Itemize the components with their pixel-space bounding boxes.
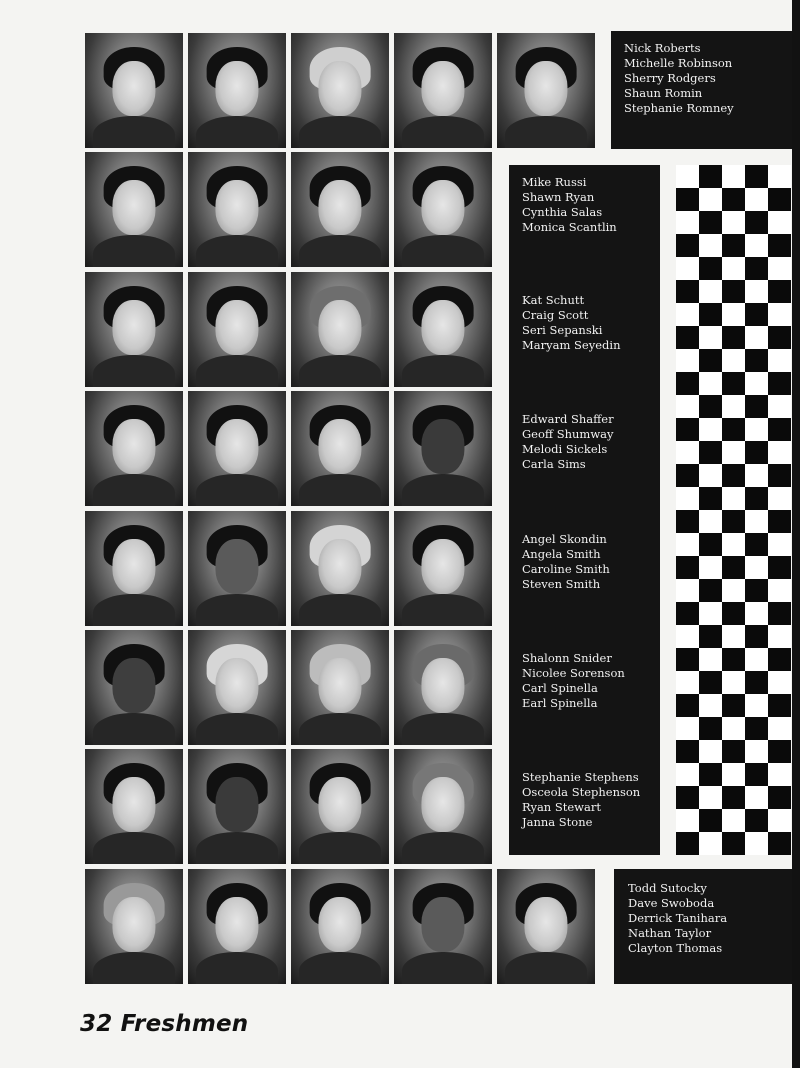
portrait-photo	[497, 869, 595, 984]
student-name: Melodi Sickels	[522, 442, 608, 456]
student-name: Mike Russi	[522, 175, 587, 189]
student-name: Earl Spinella	[522, 696, 598, 710]
portrait-photo	[188, 391, 286, 506]
portrait-photo	[394, 511, 492, 626]
student-name: Ryan Stewart	[522, 800, 601, 814]
student-name: Dave Swoboda	[628, 896, 715, 910]
portrait-photo	[394, 749, 492, 864]
name-caption-box	[611, 31, 792, 149]
portrait-photo	[291, 869, 389, 984]
name-caption-box	[614, 869, 792, 984]
student-name: Stephanie Romney	[624, 101, 734, 115]
portrait-photo	[188, 152, 286, 267]
student-name: Edward Shaffer	[522, 412, 614, 426]
student-name: Carla Sims	[522, 457, 586, 471]
student-name: Monica Scantlin	[522, 220, 617, 234]
student-name: Cynthia Salas	[522, 205, 603, 219]
student-name: Craig Scott	[522, 308, 589, 322]
student-name: Stephanie Stephens	[522, 770, 639, 784]
section-title: Freshmen	[120, 1011, 249, 1037]
portrait-photo	[85, 33, 183, 148]
student-name: Sherry Rodgers	[624, 71, 716, 85]
portrait-photo	[291, 152, 389, 267]
portrait-photo	[85, 869, 183, 984]
student-name: Michelle Robinson	[624, 56, 733, 70]
portrait-photo	[497, 33, 595, 148]
portrait-photo	[291, 749, 389, 864]
student-name: Todd Sutocky	[628, 881, 707, 895]
student-name: Nathan Taylor	[628, 926, 712, 940]
portrait-photo	[394, 869, 492, 984]
portrait-photo	[85, 391, 183, 506]
page-edge-strip	[792, 0, 800, 1068]
portrait-photo	[291, 630, 389, 745]
portrait-photo	[394, 33, 492, 148]
page-number: 32	[80, 1011, 113, 1037]
portrait-photo	[291, 511, 389, 626]
student-name: Carl Spinella	[522, 681, 598, 695]
student-name: Shawn Ryan	[522, 190, 595, 204]
portrait-photo	[85, 152, 183, 267]
portrait-photo	[85, 749, 183, 864]
student-name: Shaun Romin	[624, 86, 703, 100]
portrait-photo	[188, 272, 286, 387]
student-name: Nick Roberts	[624, 41, 701, 55]
student-name: Steven Smith	[522, 577, 601, 591]
portrait-photo	[394, 152, 492, 267]
student-name: Osceola Stephenson	[522, 785, 641, 799]
portrait-photo	[394, 630, 492, 745]
student-name: Angel Skondin	[522, 532, 607, 546]
student-name: Caroline Smith	[522, 562, 610, 576]
portrait-photo	[85, 630, 183, 745]
portrait-photo	[394, 391, 492, 506]
student-name: Angela Smith	[522, 547, 601, 561]
portrait-photo	[188, 749, 286, 864]
student-name: Seri Sepanski	[522, 323, 603, 337]
portrait-photo	[85, 511, 183, 626]
name-caption-column	[509, 165, 660, 855]
portrait-photo	[291, 33, 389, 148]
student-name: Nicolee Sorenson	[522, 666, 625, 680]
checkerboard-decoration	[676, 165, 791, 855]
portrait-photo	[394, 272, 492, 387]
portrait-photo	[188, 33, 286, 148]
portrait-photo	[188, 511, 286, 626]
student-name: Maryam Seyedin	[522, 338, 621, 352]
page-footer	[80, 1011, 248, 1037]
portrait-photo	[85, 272, 183, 387]
student-name: Clayton Thomas	[628, 941, 723, 955]
student-name: Janna Stone	[522, 815, 593, 829]
student-name: Kat Schutt	[522, 293, 585, 307]
student-name: Shalonn Snider	[522, 651, 612, 665]
portrait-photo	[291, 391, 389, 506]
portrait-photo	[291, 272, 389, 387]
student-name: Derrick Tanihara	[628, 911, 728, 925]
portrait-photo	[188, 630, 286, 745]
student-name: Geoff Shumway	[522, 427, 614, 441]
portrait-photo	[188, 869, 286, 984]
